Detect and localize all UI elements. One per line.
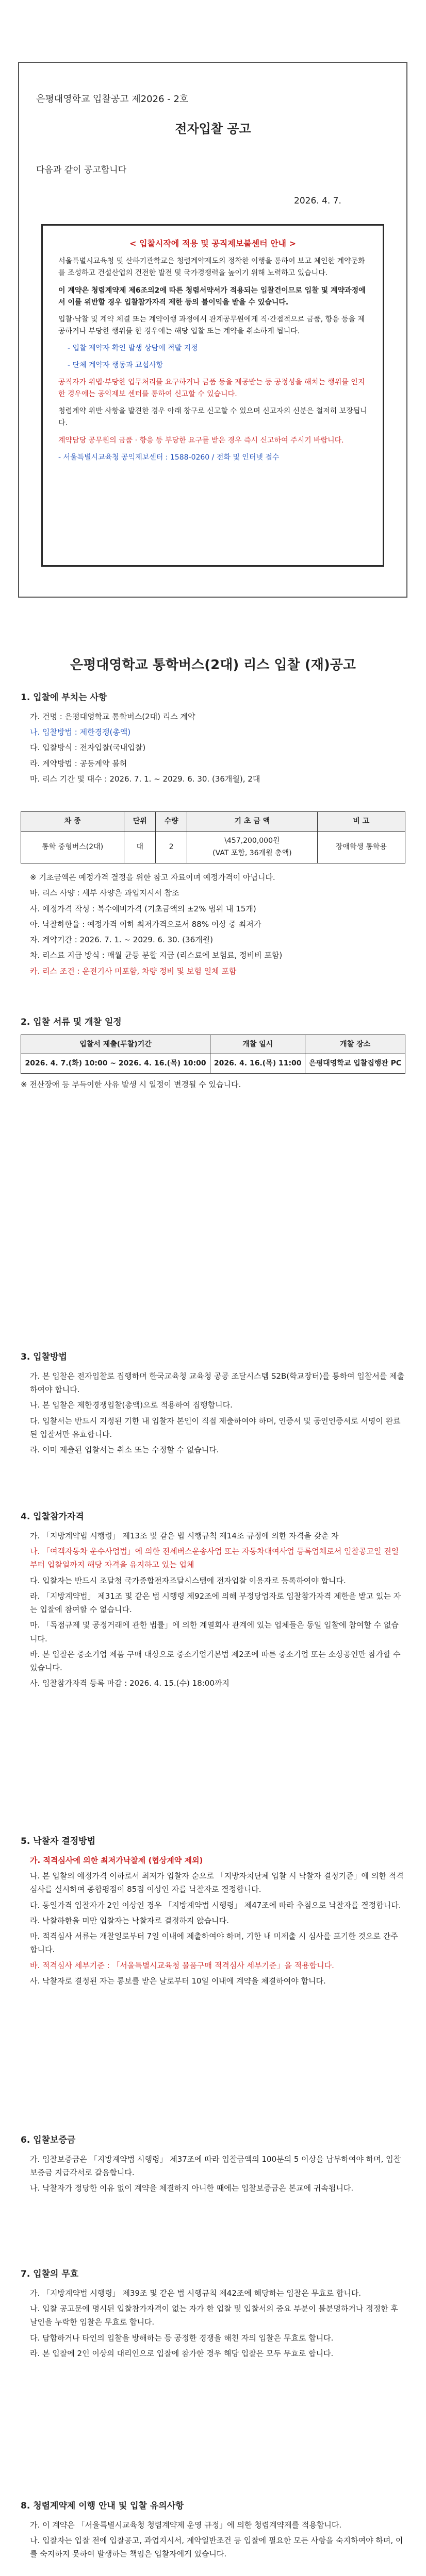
document-number: 은평대영학교 입찰공고 제2026 - 2호: [36, 94, 189, 105]
notice-paragraph: - 입찰 제약자 확인 발생 상담에 적발 지정: [68, 344, 198, 352]
section-line: 라. 계약방법 : 공동계약 불허: [30, 758, 127, 768]
notice-paragraph: 입찰·낙찰 및 계약 체결 또는 계약이행 과정에서 관계공무원에게 직·간접적으로 금품, 향응 등을 제공하거나 부당한 행위를 한 경우에는 해당 입찰 또는 계약을 취소하게 됩니다.: [58, 315, 365, 335]
notice-paragraph: 이 계약은 청렴계약제 제6조의2에 따른 청렴서약서가 적용되는 입찰건이므로 입찰 및 계약과정에서 이를 위반할 경우 입찰참가자격 제한 등의 불이익을 받을 수 있습니다.: [58, 286, 366, 307]
table-cell: 대: [124, 831, 156, 863]
table-cell: 통학 중형버스(2대): [21, 831, 124, 863]
section-line: 나. 「여객자동차 운수사업법」에 의한 전세버스운송사업 또는 자동차대여사업 등록업체로서 입찰공고일 전일부터 입찰일까지 해당 자격을 유지하고 있는 업체: [30, 1547, 399, 1570]
section-1: [21, 690, 405, 788]
table-header: 단위: [124, 812, 156, 832]
section-1-continued: [21, 871, 405, 980]
spec-table-wrap: [21, 811, 405, 863]
section-line: ※ 기초금액은 예정가격 결정을 위한 참고 자료이며 예정가격이 아닙니다.: [30, 873, 275, 882]
section-line: 가. 「지방계약법 시행령」 제39조 및 같은 법 시행규칙 제42조에 해당하는 입찰은 무효로 합니다.: [30, 2288, 362, 2298]
section-line: 가. 적격심사에 의한 최저가낙찰제 (협상계약 제외): [30, 1855, 203, 1865]
table-header: 비 고: [317, 812, 405, 832]
main-title: 은평대영학교 통학버스(2대) 리스 입찰 (재)공고: [70, 657, 356, 673]
section-line: 라. 이미 제출된 입찰서는 취소 또는 수정할 수 없습니다.: [30, 1445, 219, 1454]
section-line: 마. 적격심사 서류는 개찰일로부터 7일 이내에 제출하여야 하며, 기한 내 미제출 시 심사를 포기한 것으로 간주합니다.: [30, 1931, 398, 1955]
section-line: 나. 입찰자는 입찰 전에 입찰공고, 과업지시서, 계약일반조건 등 입찰에 필요한 모든 사항을 숙지하여야 하며, 이를 숙지하지 못하여 발생하는 책임은 입찰자에게 있습니다.: [30, 2536, 403, 2559]
section-line: 마. 리스 기간 및 대수 : 2026. 7. 1. ~ 2029. 6. 30. (36개월), 2대: [30, 774, 260, 784]
section-line: 나. 본 입찰은 제한경쟁입찰(총액)으로 적용하여 집행합니다.: [30, 1400, 233, 1410]
section-heading: 1. 입찰에 부치는 사항: [21, 692, 107, 703]
section-line: 나. 낙찰자가 정당한 이유 없이 계약을 체결하지 아니한 때에는 입찰보증금은 본교에 귀속됩니다.: [30, 2183, 354, 2193]
schedule-table: [21, 1035, 405, 1074]
table-cell: 은평대영학교 입찰집행관 PC: [305, 1054, 405, 1074]
section-line: 가. 이 계약은 「서울특별시교육청 청렴계약제 운영 규정」에 의한 청렴계약제를 적용합니다.: [30, 2520, 342, 2530]
section-7: [21, 2267, 405, 2362]
section-line: 바. 리스 사양 : 세부 사양은 과업지시서 참조: [30, 888, 179, 898]
section-line: 가. 「지방계약법 시행령」 제13조 및 같은 법 시행규칙 제14조 규정에 의한 자격을 갖춘 자: [30, 1531, 339, 1540]
section-line: 라. 「지방계약법」 제31조 및 같은 법 시행령 제92조에 의해 부정당업자로 입찰참가자격 제한을 받고 있는 자는 입찰에 참여할 수 없습니다.: [30, 1591, 401, 1614]
section-line: 다. 동일가격 입찰자가 2인 이상인 경우 「지방계약법 시행령」 제47조에 따라 추첨으로 낙찰자를 결정합니다.: [30, 1900, 401, 1910]
section-line: 자. 계약기간 : 2026. 7. 1. ~ 2029. 6. 30. (36개월): [30, 935, 213, 944]
table-header: 입찰서 제출(투찰)기간: [21, 1035, 210, 1054]
table-cell: 2026. 4. 7.(화) 10:00 ~ 2026. 4. 16.(목) 10:00: [21, 1054, 210, 1074]
section-line: 가. 입찰보증금은 「지방계약법 시행령」 제37조에 따라 입찰금액의 100분의 5 이상을 납부하여야 하며, 입찰보증금 지급각서로 갈음합니다.: [30, 2154, 401, 2177]
section-line: 가. 건명 : 은평대영학교 통학버스(2대) 리스 계약: [30, 711, 195, 721]
section-line: 바. 적격심사 세부기준 : 「서울특별시교육청 물품구매 적격심사 세부기준」을 적용합니다.: [30, 1960, 334, 1970]
section-line: 차. 리스료 지급 방식 : 매월 균등 분할 지급 (리스료에 보험료, 정비비 포함): [30, 951, 283, 960]
section-2: [21, 1015, 405, 1093]
section-line: 사. 입찰참가자격 등록 마감 : 2026. 4. 15.(수) 18:00까지: [30, 1679, 230, 1688]
section-line: 라. 본 입찰에 2인 이상의 대리인으로 입찰에 참가한 경우 해당 입찰은 모두 무효로 합니다.: [30, 2348, 334, 2358]
section-note: ※ 전산장애 등 부득이한 사유 발생 시 일정이 변경될 수 있습니다.: [21, 1079, 241, 1089]
section-line: 나. 본 입찰의 예정가격 이하로서 최저가 입찰자 순으로 「지방자치단체 입찰 시 낙찰자 결정기준」에 의한 적격심사를 실시하여 종합평점이 85점 이상인 자를 낙찰자로 결정합니다.: [30, 1871, 404, 1894]
section-heading: 6. 입찰보증금: [21, 2135, 76, 2145]
section-line: 다. 입찰방식 : 전자입찰(국내입찰): [30, 743, 146, 753]
notice-paragraph: 청렴계약 위반 사항을 발견한 경우 아래 창구로 신고할 수 있으며 신고자의 신분은 철저히 보장됩니다.: [58, 407, 367, 428]
section-heading: 3. 입찰방법: [21, 1352, 67, 1362]
table-header: 개찰 장소: [305, 1035, 405, 1054]
notice-date: 2026. 4. 7.: [294, 196, 341, 206]
section-line: 다. 담합하거나 타인의 입찰을 방해하는 등 공정한 경쟁을 해친 자의 입찰은 무효로 합니다.: [30, 2333, 334, 2343]
section-line: 다. 입찰자는 반드시 조달청 국가종합전자조달시스템에 전자입찰 이용자로 등록하여야 합니다.: [30, 1575, 346, 1585]
table-row: [21, 831, 405, 863]
notice-paragraph: 서울특별시교육청 및 산하기관학교은 청렴계약제도의 정착한 이행을 통하여 보고 체인한 계약문화를 조성하고 건설산업의 건전한 발전 및 국가경쟁력을 높이기 위해 노력하고 있습니다.: [58, 257, 365, 278]
section-heading: 2. 입찰 서류 및 개찰 일정: [21, 1017, 122, 1027]
notice-subtitle: 다음과 같이 공고합니다: [36, 165, 127, 175]
table-row: [21, 1054, 405, 1074]
table-cell: 2026. 4. 16.(목) 11:00: [210, 1054, 305, 1074]
section-line: 사. 낙찰자로 결정된 자는 통보를 받은 날로부터 10일 이내에 계약을 체결하여야 합니다.: [30, 1976, 326, 1986]
spec-table: [21, 811, 405, 863]
table-cell: [187, 831, 318, 863]
section-line: 바. 본 입찰은 중소기업 제품 구매 대상으로 중소기업기본법 제2조에 따른 중소기업 또는 소상공인만 참가할 수 있습니다.: [30, 1649, 401, 1672]
integrity-notice-box: [41, 224, 384, 567]
section-5: [21, 1834, 405, 1990]
table-header: 차 종: [21, 812, 124, 832]
section-3: [21, 1350, 405, 1459]
section-line: 사. 예정가격 작성 : 복수예비가격 (기초금액의 ±2% 범위 내 15개): [30, 904, 256, 913]
section-line: 마. 「독점규제 및 공정거래에 관한 법률」에 의한 계열회사 관계에 있는 업체들은 동일 입찰에 참여할 수 없습니다.: [30, 1620, 399, 1643]
table-cell: 2: [156, 831, 187, 863]
table-header: 수량: [156, 812, 187, 832]
section-6: [21, 2133, 405, 2197]
notice-paragraph: - 단체 계약자 행동과 교섭사항: [68, 361, 163, 370]
amount-value: \457,200,000원: [224, 836, 280, 845]
table-header: 개찰 일시: [210, 1035, 305, 1054]
section-heading: 4. 입찰참가자격: [21, 1512, 84, 1522]
section-heading: 5. 낙찰자 결정방법: [21, 1836, 96, 1846]
notice-paragraph: 공직자가 위법·부당한 업무처리를 요구하거나 금품 등을 제공받는 등 공정성을 해치는 행위를 인지한 경우에는 공익제보 센터를 통하여 신고할 수 있습니다.: [58, 378, 365, 399]
section-line: 다. 입찰서는 반드시 지정된 기한 내 입찰자 본인이 직접 제출하여야 하며, 인증서 및 공인인증서로 서명이 완료된 입찰서만 유효합니다.: [30, 1416, 401, 1439]
notice-paragraph: 계약담당 공무원의 금품 · 향응 등 부당한 요구를 받은 경우 즉시 신고하여 주시기 바랍니다.: [58, 436, 344, 445]
section-line: 가. 본 입찰은 전자입찰로 집행하며 한국교육청 교육청 공공 조달시스템 S2B(학교장터)를 통하여 입찰서를 제출하여야 합니다.: [30, 1371, 405, 1394]
section-heading: 7. 입찰의 무효: [21, 2269, 79, 2279]
section-line: 라. 낙찰하한율 미만 입찰자는 낙찰자로 결정하지 않습니다.: [30, 1916, 229, 1925]
section-line: 나. 입찰 공고문에 명시된 입찰참가자격이 없는 자가 한 입찰 및 입찰서의 중요 부분이 불분명하거나 정정한 후 날인을 누락한 입찰은 무효로 합니다.: [30, 2304, 398, 2327]
table-header: 기 초 금 액: [187, 812, 318, 832]
section-8: [21, 2499, 405, 2563]
integrity-notice-title: < 입찰시작에 적용 및 공직제보불센터 안내 >: [129, 239, 296, 248]
section-line: 아. 낙찰하한율 : 예정가격 이하 최저가격으로서 88% 이상 중 최저가: [30, 919, 261, 929]
amount-note: (VAT 포함, 36개월 총액): [212, 849, 292, 857]
section-line: 카. 리스 조건 : 운전기사 미포함, 차량 정비 및 보험 일체 포함: [30, 966, 237, 976]
notice-paragraph: - 서울특별시교육청 공익제보센터 : 1588-0260 / 전화 및 인터넷 접수: [58, 453, 280, 462]
section-heading: 8. 청렴계약제 이행 안내 및 입찰 유의사항: [21, 2501, 184, 2511]
section-4: [21, 1510, 405, 1692]
section-line: 나. 입찰방법 : 제한경쟁(총액): [30, 727, 131, 737]
notice-title: 전자입찰 공고: [175, 122, 251, 136]
table-cell: 장애학생 통학용: [317, 831, 405, 863]
